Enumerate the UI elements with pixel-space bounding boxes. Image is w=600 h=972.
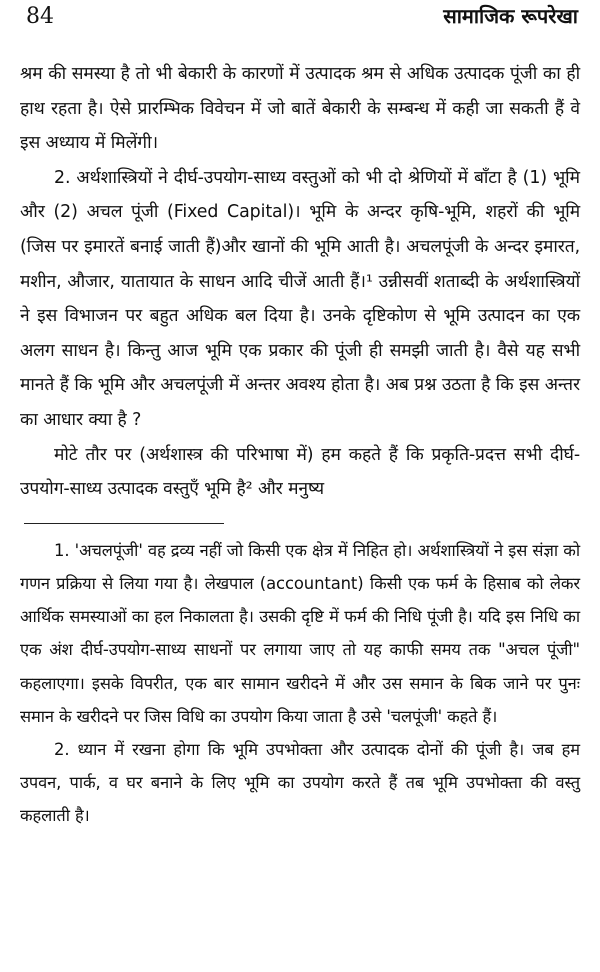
paragraph-point-2: 2. अर्थशास्त्रियों ने दीर्घ-उपयोग-साध्य वस्तुओं को भी दो श्रेणियों में बाँटा है (1) भूमि और (2) अचल पूंजी (Fixed Capital)। भूमि के अन्दर कृषि-भूमि, शहरों की भूमि (जिस पर इमारतें बनाई जाती हैं)और खानों की भूमि आती है। अचलपूंजी के अन्दर इमारत, मशीन, औजार, यातायात के साधन आदि चीजें आती हैं।¹ उन्नीसवीं शताब्दी के अर्थशास्त्रियों ने इस विभाजन पर बहुत अधिक बल दिया है। उनके दृष्टिकोण से भूमि उत्पादन का एक अलग साधन है। किन्तु आज भूमि एक प्रकार की पूंजी ही समझी जाती है। वैसे यह सभी मानते हैं कि भूमि और अचलपूंजी में अन्तर अवश्य होता है। अब प्रश्न उठता है कि इस अन्तर का आधार क्या है ?	[20, 167, 580, 430]
page-number: 84	[26, 4, 54, 29]
paragraph-continuation: श्रम की समस्या है तो भी बेकारी के कारणों में उत्पादक श्रम से अधिक उत्पादक पूंजी का ही हाथ रहता है। ऐसे प्रारम्भिक विवेचन में जो बातें बेकारी के सम्बन्ध में कही जा सकती हैं वे इस अध्याय में मिलेंगी।	[20, 64, 580, 154]
footnote-divider	[24, 523, 224, 524]
running-head	[20, 0, 580, 40]
paragraph-definition: मोटे तौर पर (अर्थशास्त्र की परिभाषा में) हम कहते हैं कि प्रकृति-प्रदत्त सभी दीर्घ-उपयोग-साध्य उत्पादक वस्तुएँ भूमि है² और मनुष्य	[20, 444, 580, 500]
footnote-1: 1. 'अचलपूंजी' वह द्रव्य नहीं जो किसी एक क्षेत्र में निहित हो। अर्थशास्त्रियों ने इस संज्ञा को गणन प्रक्रिया से लिया गया है। लेखपाल (accountant) किसी एक फर्म के हिसाब को लेकर आर्थिक समस्याओं का हल निकालता है। उसकी दृष्टि में फर्म की निधि पूंजी है। यदि इस निधि का एक अंश दीर्घ-उपयोग-साध्य साधनों पर लगाया जाए तो यह काफी समय तक "अचल पूंजी" कहलाएगा। इसके विपरीत, एक बार सामान खरीदने में और उस समान के बिक जाने पर पुनः समान के खरीदने पर जिस विधि का उपयोग किया जाता है उसे 'चलपूंजी' कहते हैं।	[20, 540, 580, 726]
running-title: सामाजिक रूपरेखा	[443, 4, 578, 28]
body-text	[20, 57, 580, 507]
footnotes	[20, 534, 580, 833]
footnote-2: 2. ध्यान में रखना होगा कि भूमि उपभोक्ता और उत्पादक दोनों की पूंजी है। जब हम उपवन, पार्क, व घर बनाने के लिए भूमि का उपयोग करते हैं तब भूमि उपभोक्ता की वस्तु कहलाती है।	[20, 739, 580, 826]
